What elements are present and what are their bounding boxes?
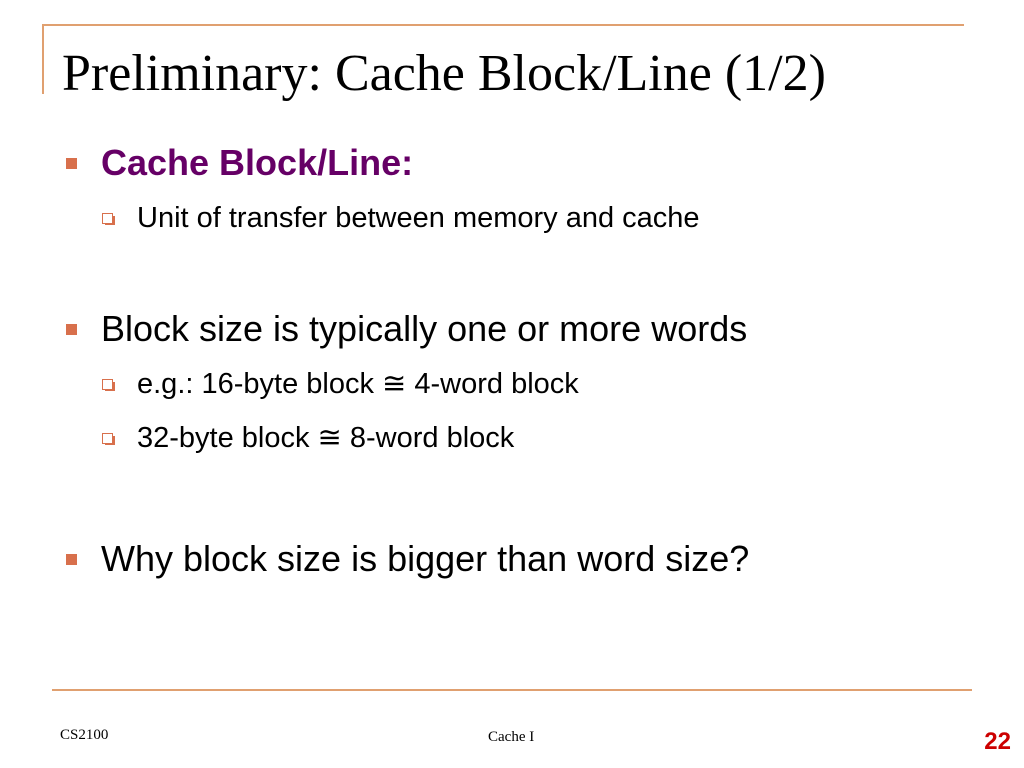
- hollow-square-bullet-icon: [102, 433, 113, 444]
- bullet-text: Cache Block/Line:: [101, 142, 414, 183]
- hollow-square-bullet-icon: [102, 213, 113, 224]
- sub-bullet-text: Unit of transfer between memory and cache: [137, 202, 700, 234]
- sub-bullet-item: [102, 420, 514, 456]
- square-bullet-icon: [66, 158, 77, 169]
- page-number: 22: [984, 728, 1011, 755]
- bullet-text: Block size is typically one or more words: [101, 308, 748, 349]
- bullet-item: [66, 141, 413, 185]
- bullet-item: [66, 537, 749, 581]
- sub-bullet-text: 32-byte block ≅ 8-word block: [137, 422, 515, 454]
- frame-left-line: [42, 24, 44, 94]
- bullet-item: [66, 307, 747, 351]
- footer-topic: Cache I: [488, 729, 535, 745]
- sub-bullet-item: [102, 366, 579, 402]
- sub-bullet-text: e.g.: 16-byte block ≅ 4-word block: [137, 368, 579, 400]
- square-bullet-icon: [66, 554, 77, 565]
- footer-divider: [52, 689, 972, 691]
- hollow-square-bullet-icon: [102, 379, 113, 390]
- bullet-text: Why block size is bigger than word size?: [101, 538, 750, 579]
- sub-bullet-item: [102, 200, 700, 236]
- slide-title: Preliminary: Cache Block/Line (1/2): [62, 45, 826, 102]
- square-bullet-icon: [66, 324, 77, 335]
- footer-course: CS2100: [60, 727, 109, 743]
- frame-top-line: [42, 24, 964, 26]
